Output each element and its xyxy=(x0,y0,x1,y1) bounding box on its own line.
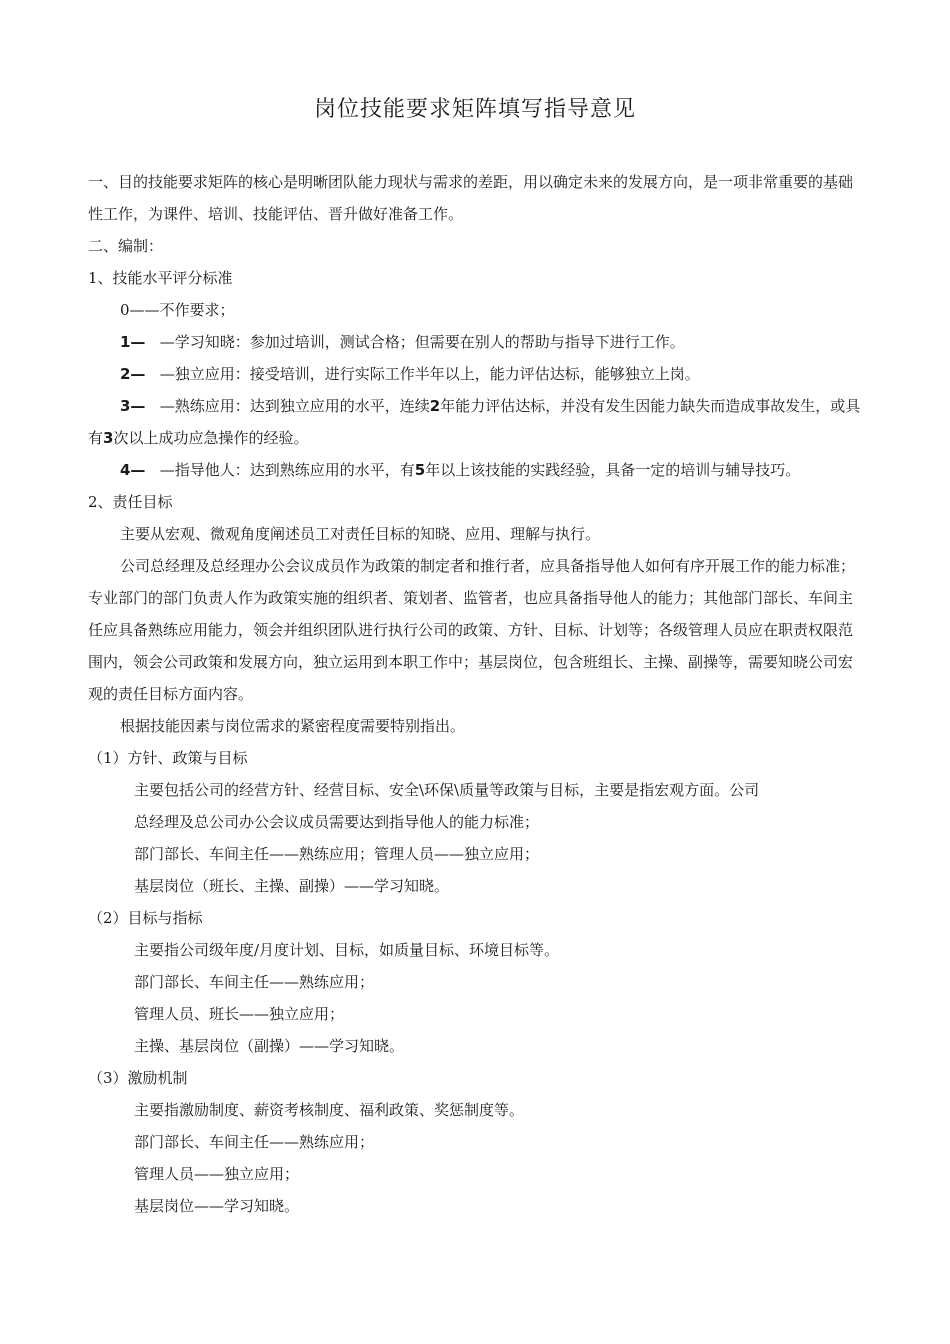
document-body xyxy=(88,166,866,1222)
paragraph-skill-level-heading: 1、技能水平评分标准 xyxy=(88,269,233,287)
skill-level-4-number: 4— xyxy=(120,461,146,479)
skill-level-3-text-c: 次以上成功应急操作的经验。 xyxy=(113,429,309,447)
skill-level-3-text-a: —熟练应用：达到独立应用的水平，连续 xyxy=(159,397,430,415)
section-line: 管理人员——独立应用； xyxy=(134,1165,300,1183)
section-line: 主操、基层岗位（副操）——学习知晓。 xyxy=(134,1037,405,1055)
section-heading: （2）目标与指标 xyxy=(88,909,203,927)
skill-level-2-number: 2— xyxy=(120,365,146,383)
skill-level-1-number: 1— xyxy=(120,333,146,351)
section-line: 基层岗位（班长、主操、副操）——学习知晓。 xyxy=(134,877,450,895)
skill-level-4-text-b: 年以上该技能的实践经验，具备一定的培训与辅导技巧。 xyxy=(425,461,801,479)
skill-level-3-text-b: 年能力评估达标，并没有发生因能力缺失而造成事故发生，或具有 xyxy=(88,397,861,447)
section-heading: （3）激励机制 xyxy=(88,1069,188,1087)
skill-level-3-years: 2 xyxy=(429,397,441,415)
section-line: 管理人员、班长——独立应用； xyxy=(134,1005,345,1023)
skill-level-3 xyxy=(88,390,866,454)
paragraph-purpose: 一、目的技能要求矩阵的核心是明晰团队能力现状与需求的差距，用以确定未来的发展方向，是一项非常重要的基础性工作，为课件、培训、技能评估、晋升做好准备工作。 xyxy=(88,173,854,223)
skill-level-0-text: 0——不作要求； xyxy=(120,301,235,319)
section-line: 部门部长、车间主任——熟练应用； xyxy=(134,973,375,991)
section-line: 部门部长、车间主任——熟练应用； xyxy=(134,1133,375,1151)
section-line: 主要指激励制度、薪资考核制度、福利政策、奖惩制度等。 xyxy=(134,1101,525,1119)
skill-level-0 xyxy=(88,294,866,326)
document-title: 岗位技能要求矩阵填写指导意见 xyxy=(313,97,636,122)
skill-level-1-text: —学习知晓：参加过培训，测试合格；但需要在别人的帮助与指导下进行工作。 xyxy=(159,333,685,351)
section-lines xyxy=(88,774,866,902)
paragraph-responsibility-intro: 主要从宏观、微观角度阐述员工对责任目标的知晓、应用、理解与执行。 xyxy=(120,525,601,543)
section-heading: （1）方针、政策与目标 xyxy=(88,749,248,767)
section-targets xyxy=(88,902,866,1062)
paragraph-responsibility-heading: 2、责任目标 xyxy=(88,493,173,511)
skill-level-2-text: —独立应用：接受培训，进行实际工作半年以上，能力评估达标，能够独立上岗。 xyxy=(159,365,700,383)
paragraph-compile-heading: 二、编制： xyxy=(88,237,164,255)
skill-level-1 xyxy=(88,326,866,358)
section-line: 主要指公司级年度/月度计划、目标，如质量目标、环境目标等。 xyxy=(134,941,560,959)
section-line: 总经理及总公司办公会议成员需要达到指导他人的能力标准； xyxy=(134,813,540,831)
skill-level-3-number: 3— xyxy=(120,397,146,415)
section-incentives xyxy=(88,1062,866,1222)
skill-level-3-times: 3 xyxy=(103,429,114,447)
section-lines xyxy=(88,934,866,1062)
skill-level-4-text-a: —指导他人：达到熟练应用的水平，有 xyxy=(159,461,415,479)
section-lines xyxy=(88,1094,866,1222)
section-line: 基层岗位——学习知晓。 xyxy=(134,1197,300,1215)
paragraph-special-note: 根据技能因素与岗位需求的紧密程度需要特别指出。 xyxy=(120,717,466,735)
section-line: 部门部长、车间主任——熟练应用；管理人员——独立应用； xyxy=(134,845,540,863)
skill-level-4-years: 5 xyxy=(414,461,426,479)
section-policy xyxy=(88,742,866,902)
skill-level-2 xyxy=(88,358,866,390)
skill-level-4 xyxy=(88,454,866,486)
paragraph-responsibility-detail: 公司总经理及总经理办公会议成员作为政策的制定者和推行者，应具备指导他人如何有序开展工作的能力标准；专业部门的部门负责人作为政策实施的组织者、策划者、监管者，也应具备指导他人的能力；其他部门部长、车间主任应具备熟练应用能力，领会并组织团队进行执行公司的政策、方针、目标、计划等；各级管理人员应在职责权限范围内，领会公司政策和发展方向，独立运用到本职工作中；基层岗位，包含班组长、主操、副操等，需要知晓公司宏观的责任目标方面内容。 xyxy=(88,557,856,703)
section-line: 主要包括公司的经营方针、经营目标、安全\环保\质量等政策与目标，主要是指宏观方面。公司 xyxy=(134,781,760,799)
